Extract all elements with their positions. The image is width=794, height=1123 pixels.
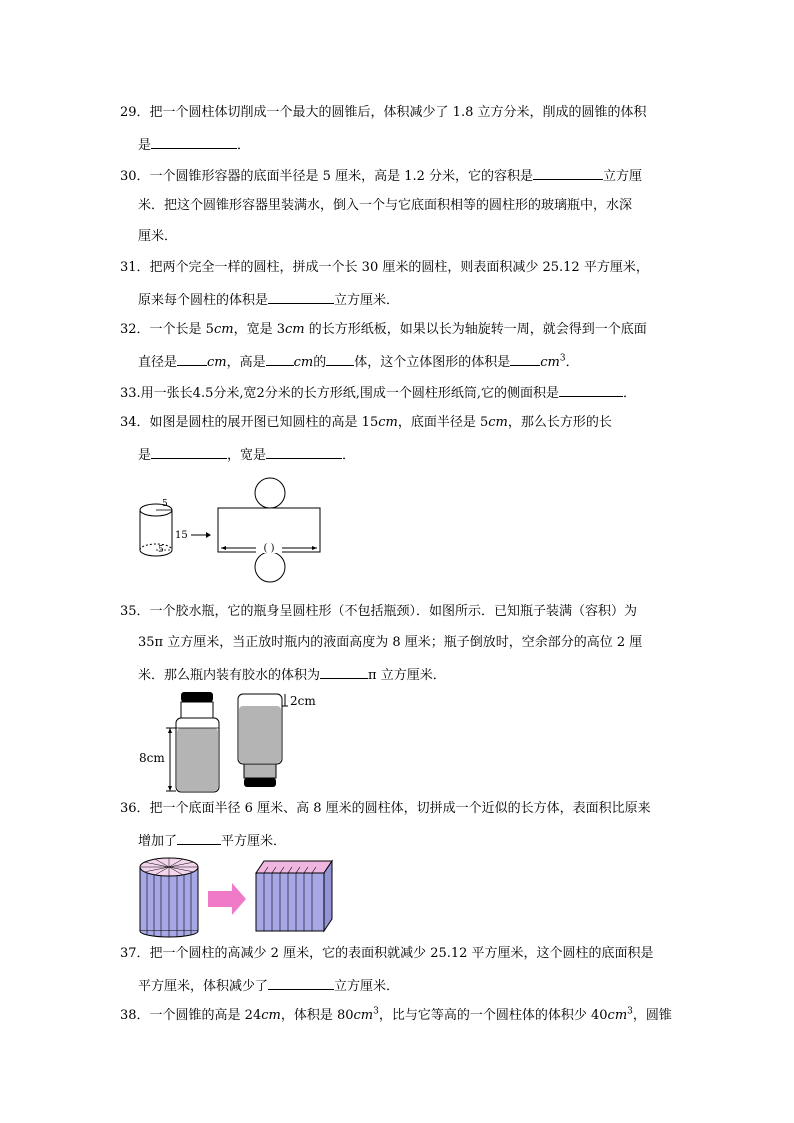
answer-blank [177,831,221,845]
q34-line1: 34．如图是圆柱的展开图已知圆柱的高是 15cm，底面半径是 5cm，那么长方形的长 [120,415,612,430]
glue-bottle-figure [136,690,336,794]
answer-blank [151,445,227,459]
bottom-circle [255,552,285,582]
q38-line1: 38．一个圆锥的高是 24cm，体积是 $80cm^3$，比与它等高的一个圆柱体的体积少 $40cm^3$，圆锥 [120,1006,672,1023]
liquid-fill-inverted [239,706,281,763]
q35-line3: 米．那么瓶内装有胶水的体积为 π 立方厘米． [138,665,446,685]
inverted-bottle [238,694,282,787]
q30-line1: 30．一个圆锥形容器的底面半径是 5 厘米，高是 1.2 分米，它的容积是 立方厘 [120,166,642,186]
sliced-cylinder [140,858,198,937]
right-arrow-icon [191,532,211,538]
q32-line1: 32．一个长是 5cm，宽是 3cm 的长方形纸板，如果以长为轴旋转一周，就会得到一个底面 [120,322,647,337]
answer-blank [266,445,342,459]
right-arrow-icon [208,883,246,915]
q37-line2: 平方厘米，体积减少了 立方厘米． [138,976,399,996]
q37-line1: 37．把一个圆柱的高减少 2 厘米，它的表面积就减少 25.12 平方厘米，这个圆柱的底面积是 [120,946,654,961]
upright-bottle [176,692,219,792]
top-circle [255,478,285,508]
cuboid [256,861,332,931]
answer-blank [320,665,368,679]
cylinder-drawing [140,504,172,556]
8cm-label: 8cm [139,751,165,765]
q34-line2: 是 ，宽是 ． [138,445,355,465]
answer-blank [559,383,623,397]
answer-blank [326,352,354,366]
q36-line1: 36．把一个底面半径 6 厘米、高 8 厘米的圆柱体，切拼成一个近似的长方体，表面积比原来 [120,801,651,816]
q35-line1: 35．一个胶水瓶，它的瓶身呈圆柱形（不包括瓶颈）．如图所示．已知瓶子装满（容积）为 [120,604,638,619]
q36-line2: 增加了 平方厘米． [138,831,286,851]
blank-label: ( ) [263,543,275,554]
q29-line1: 29．把一个圆柱体切削成一个最大的圆锥后，体积减少了 1.8 立方分米，削成的圆锥的体积 [120,105,647,120]
gap-2cm-marker [282,694,288,706]
q33-line1: 33.用一张长4.5分米,宽2分米的长方形纸,围成一个圆柱形纸筒,它的侧面积是 ． [120,383,636,403]
answer-blank [510,352,540,366]
answer-blank [177,352,207,366]
q31-line1: 31．把两个完全一样的圆柱，拼成一个长 30 厘米的圆柱，则表面积减少 25.12 平方厘米， [120,260,649,275]
radius-top-label: 5 [162,499,168,509]
q35-line2: 35π 立方厘米，当正放时瓶内的液面高度为 8 厘米；瓶子倒放时，空余部分的高位 2 厘 [138,635,643,650]
2cm-label: 2cm [290,694,316,708]
q32-line2: 直径是 cm，高是 cm的 体，这个立体图形的体积是 $cm^3$． [138,353,579,370]
liquid-fill [177,728,218,791]
q30-line2: 米．把这个圆锥形容器里装满水，倒入一个与它底面积相等的圆柱形的玻璃瓶中，水深 [138,198,633,213]
height-label: 15 [175,530,188,541]
answer-blank [268,976,334,990]
height-8cm-marker [166,728,176,791]
answer-blank [268,290,334,304]
answer-blank [533,166,603,180]
answer-blank [266,352,294,366]
answer-blank [151,135,237,149]
cylinder-to-cuboid-figure [138,855,358,937]
q30-line3: 厘米． [138,229,178,244]
cylinder-net-figure [130,472,330,594]
q29-line2: 是 ． [138,135,250,155]
q31-line2: 原来每个圆柱的体积是 立方厘米． [138,290,399,310]
radius-bottom-label: 5 [158,545,164,555]
